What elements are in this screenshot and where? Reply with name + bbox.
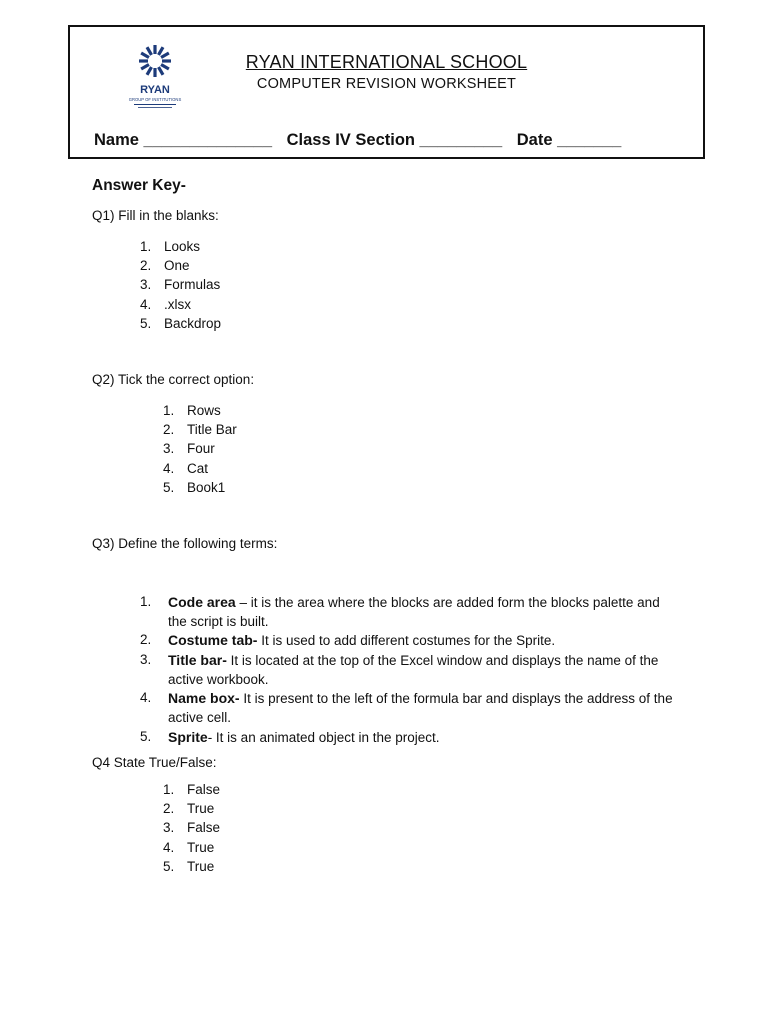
- list-item: 5. Sprite- It is an animated object in the project.: [140, 728, 440, 745]
- list-item: 3. Title bar- It is located at the top of the Excel window and displays the name of the active workbook.: [140, 652, 659, 687]
- list-item: 5. True: [163, 858, 215, 874]
- list-item: 2. Costume tab- It is used to add different costumes for the Sprite.: [140, 632, 556, 649]
- answer-key-heading: Answer Key-: [92, 177, 186, 194]
- list-item: 4. Name box- It is present to the left of the formula bar and displays the address of the active cell.: [140, 690, 673, 725]
- list-item: 4. Cat: [163, 460, 209, 476]
- name-field: Name ______________: [94, 131, 272, 149]
- list-item: 2. Title Bar: [163, 422, 237, 438]
- class-section-field: Class IV Section _________: [286, 131, 503, 149]
- q3-list: [140, 593, 680, 747]
- date-field: Date _______: [516, 131, 622, 149]
- q3-title: Q3) Define the following terms:: [92, 536, 278, 551]
- q1-title: Q1) Fill in the blanks:: [92, 208, 219, 223]
- list-item: 1. Looks: [140, 239, 201, 254]
- worksheet-header: [68, 25, 705, 159]
- list-item: 3. False: [163, 820, 221, 836]
- q2-list: [163, 401, 237, 497]
- student-info-row: [94, 131, 631, 150]
- list-item: 3. Formulas: [140, 277, 221, 293]
- q4-list: [163, 780, 220, 876]
- list-item: 5. Backdrop: [140, 315, 222, 331]
- logo-tagline: GROUP OF INSTITUTIONS: [128, 97, 182, 102]
- school-name: RYAN INTERNATIONAL SCHOOL: [245, 52, 528, 72]
- q1-list: [140, 237, 221, 333]
- list-item: 1. Rows: [163, 403, 221, 418]
- list-item: 4. True: [163, 839, 215, 855]
- list-item: 4. .xlsx: [140, 296, 191, 312]
- list-item: 2. True: [163, 801, 215, 817]
- q4-title: Q4 State True/False:: [92, 755, 217, 770]
- worksheet-title: COMPUTER REVISION WORKSHEET: [256, 76, 517, 92]
- q2-title: Q2) Tick the correct option:: [92, 372, 255, 387]
- logo-wordmark: RYAN: [140, 84, 170, 96]
- list-item: 1. False: [163, 782, 221, 797]
- list-item: 3. Four: [163, 441, 215, 457]
- list-item: 5. Book1: [163, 479, 226, 495]
- list-item: 1. Code area – it is the area where the blocks are added form the blocks palette and the script is built.: [140, 594, 660, 629]
- list-item: 2. One: [140, 258, 190, 274]
